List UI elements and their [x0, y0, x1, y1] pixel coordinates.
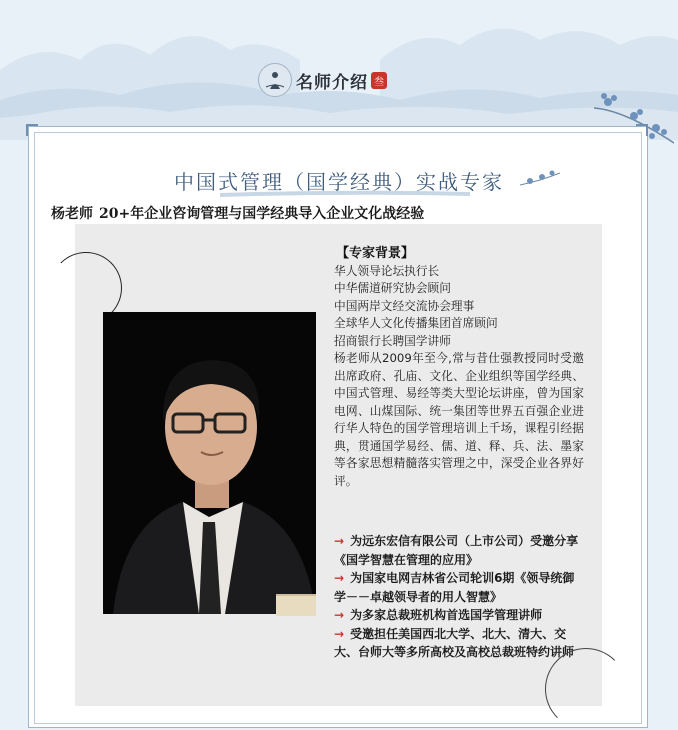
bio-paragraph: 杨老师从2009年至今,常与昔仕强教授同时受邀出席政府、孔庙、文化、企业组织等国学经典、中国式管理、易经等类大型论坛讲座，曾为国家电网、山煤国际、统一集团等世界五百强企业进行华人特色的国学管理培训上千场，课程引经据典，贯通国学易经、儒、道、释、兵、法、墨家等各家思想精髓落实管理之中，深受企业各界好评。	[334, 351, 584, 488]
arrow-icon: →	[334, 534, 345, 548]
achievement-item	[334, 606, 586, 625]
arrow-icon: →	[334, 608, 345, 622]
section-header	[258, 66, 387, 94]
role-item: 华人领导论坛执行长	[334, 263, 440, 278]
achievement-text: 为多家总裁班机构首选国学管理讲师	[350, 608, 543, 622]
frame-corner	[636, 124, 648, 136]
arrow-icon: →	[334, 571, 345, 585]
section-number-badge: 叁	[371, 72, 387, 89]
role-item: 全球华人文化传播集团首席顾问	[334, 316, 498, 330]
achievement-list	[334, 532, 586, 662]
teacher-name: 杨老师	[51, 206, 93, 222]
decorative-arc	[545, 648, 627, 730]
achievement-text: 为远东宏信有限公司（上市公司）受邀分享《国学智慧在管理的应用》	[334, 534, 579, 567]
achievement-text: 受邀担任美国西北大学、北大、清大、交大、台师大等多所高校及高校总裁班特约讲师	[334, 626, 575, 659]
headline-brush-underline	[220, 190, 470, 198]
teacher-summary: 20+年企业咨询管理与国学经典导入企业文化战经验	[99, 206, 425, 222]
section-title: 名师介绍	[296, 72, 368, 93]
expert-headline: 中国式管理（国学经典）实战专家	[174, 170, 504, 194]
teacher-summary-line	[51, 203, 430, 223]
achievement-item	[334, 569, 586, 606]
scholar-emblem-icon	[258, 63, 292, 97]
frame-corner	[26, 124, 38, 136]
role-item: 中华儒道研究协会顾问	[334, 281, 451, 295]
arrow-icon: →	[334, 626, 345, 641]
achievement-text: 为国家电网吉林省公司轮训6期《领导统御学－－卓越领导者的用人智慧》	[334, 571, 575, 604]
role-item: 中国两岸文经交流协会理事	[334, 298, 475, 313]
expert-background	[334, 245, 584, 490]
role-item: 招商银行长聘国学讲师	[334, 333, 451, 348]
achievement-item	[334, 532, 586, 569]
teacher-portrait	[103, 312, 316, 614]
blossom-decoration	[520, 165, 560, 195]
background-heading: 【专家背景】	[336, 246, 415, 261]
book-prop	[276, 594, 316, 616]
achievement-item	[334, 625, 586, 662]
